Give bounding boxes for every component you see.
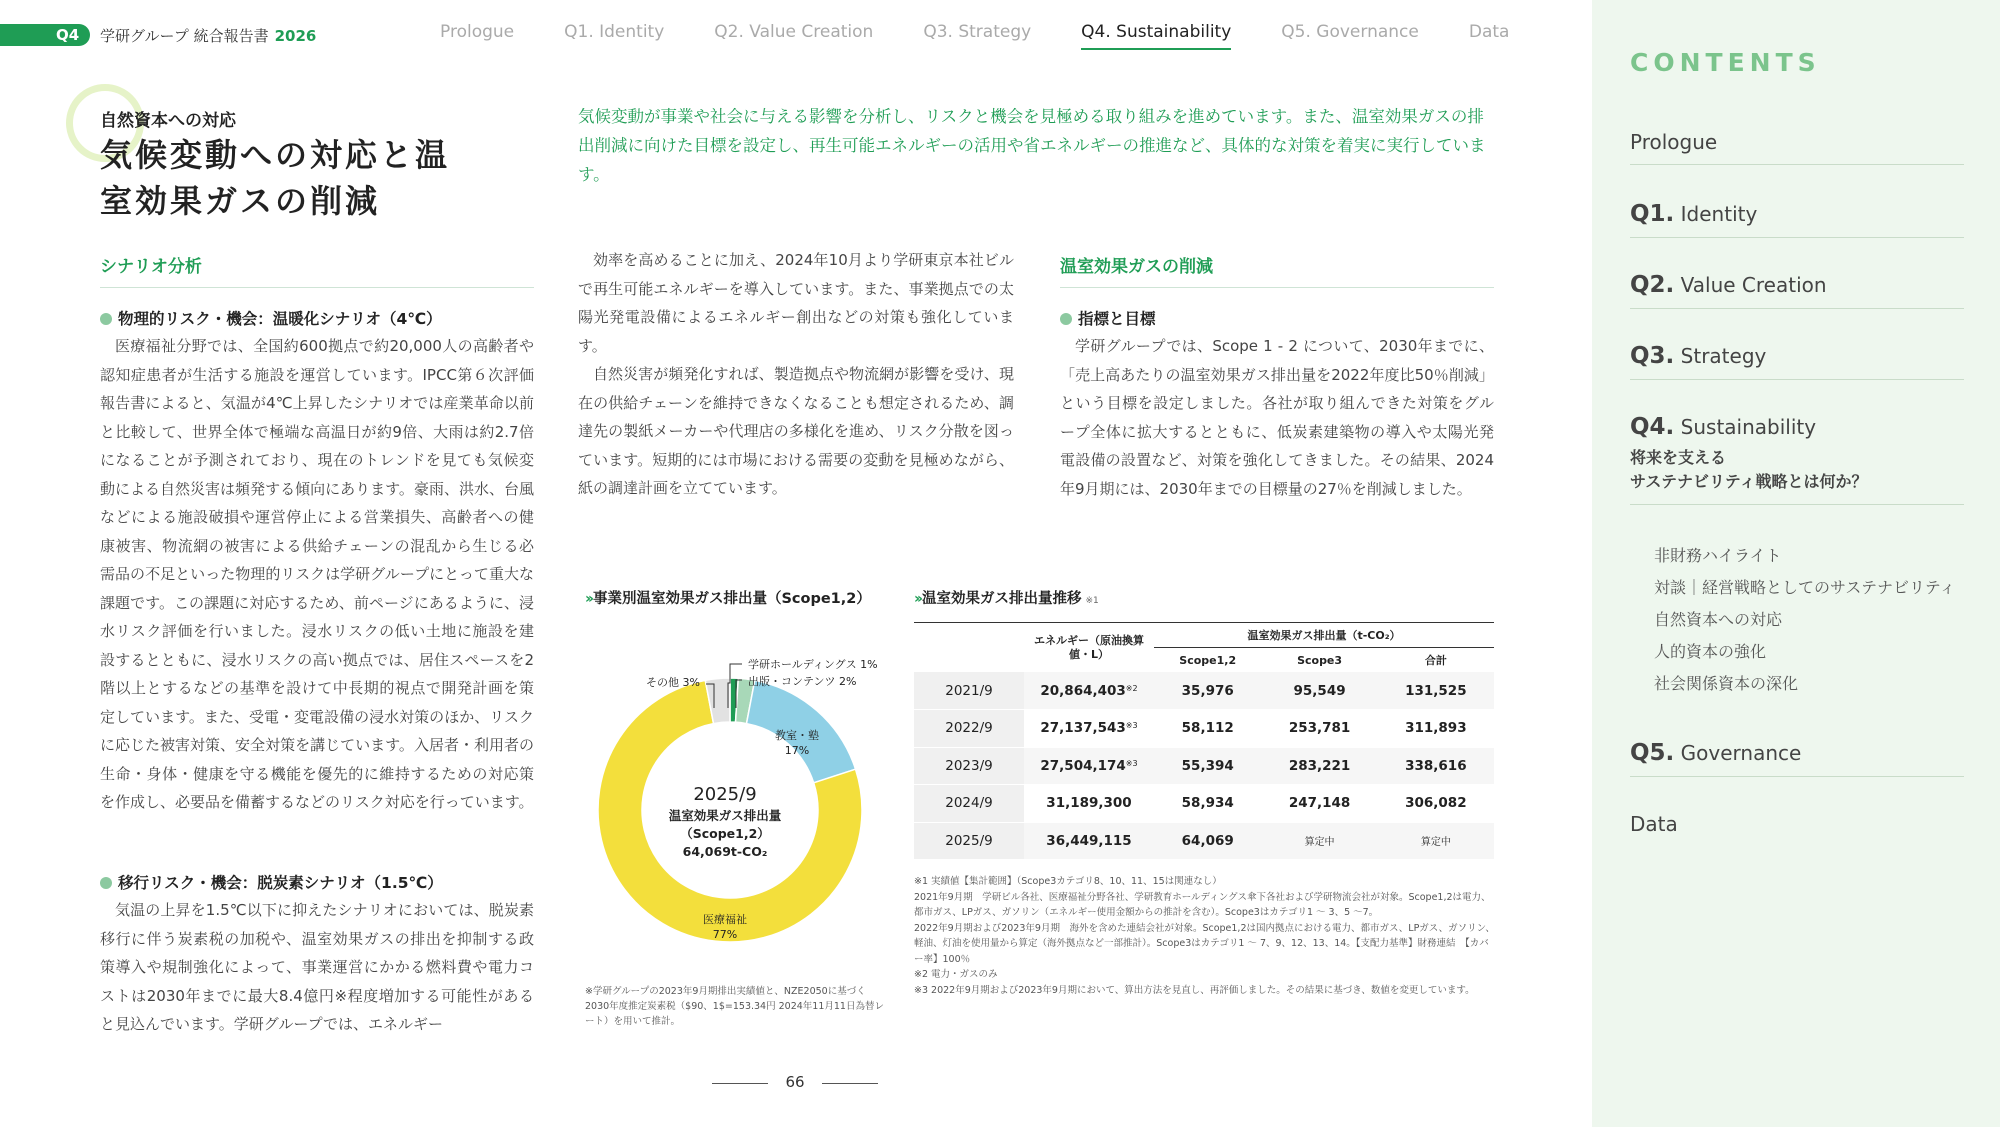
double-chevron-icon: ››: [585, 591, 591, 607]
cell-total: 338,616: [1378, 747, 1494, 785]
sidebar-subitem[interactable]: 非財務ハイライト: [1654, 546, 1782, 565]
middle-paragraph-2: 自然災害が頻発化すれば、製造拠点や物流網が影響を受け、現在の供給チェーンを維持できなくなることも想定されるため、調達先の製紙メーカーや代理店の多様化を進め、リスク分散を図っています。短期的には市場における需要の変動を見極めながら、紙の調達計画を立てています。: [578, 365, 1014, 497]
page-number: 66: [712, 1073, 878, 1091]
physical-text: 医療福祉分野では、全国約600拠点で約20,000人の高齢者や認知症患者が生活する施設を運営しています。IPCC第６次評価報告書によると、気温が4℃上昇したシナリオでは産業革命以前と比較して、世界全体で極端な高温日が約9倍、大雨は約2.7倍になることが予測されており、現在のトレンドを見ても気候変動による自然災害は頻発する傾向にあります。豪雨、洪水、台風などによる施設破損や運営停止による営業損失、高齢者への健康被害、物流網の被害による供給チェーンの混乱から生じる必需品の不足といった物理的リスクは学研グループにとって重大な課題です。この課題に対応するため、前ページにあるように、浸水リスク評価を行いました。浸水リスクの低い土地に施設を建設するとともに、浸水リスクの高い拠点では、居住スペースを2階以上とするなどの基準を設けて中長期的視点で開発計画を策定しています。また、受電・変電設備の浸水対策のほか、リスクに応じた被害対策、安全対策を講じています。入居者・利用者の生命・身体・健康を守る機能を優先的に維持するための対応策を作成し、必要品を備蓄するなどのリスク対応を行っています。: [100, 337, 534, 811]
nav-data[interactable]: Data: [1468, 22, 1510, 42]
table-row: [914, 822, 1494, 860]
section-kicker: 自然資本への対応: [100, 111, 236, 131]
donut-note: ※学研グループの2023年9月期排出実績値と、NZE2050に基づく2030年度推定炭素税（$90、1$=153.34円 2024年11月11日為替レート）を用いて推計。: [585, 986, 884, 1027]
table-row: [914, 747, 1494, 785]
note-line: ※3 2022年9月期および2023年9月期において、算出方法を見直し、再評価しました。その結果に基づき、数値を変更しています。: [914, 984, 1475, 996]
page-header: [0, 22, 1590, 48]
nav-q5[interactable]: Q5. Governance: [1281, 22, 1419, 42]
cell-year: 2022/9: [914, 710, 1024, 748]
label-other: その他 3%: [646, 676, 700, 689]
sidebar-subitem[interactable]: 社会関係資本の深化: [1654, 674, 1799, 693]
note-line: 2021年9月期 学研ビル各社、医療福祉分野各社、学研教育ホールディングス傘下各社および学研物流会社が対象。Scope1,2は電力、都市ガス、LPガス、ガソリン（エネルギー使用金額からの推計を含む）。Scope3はカテゴリ1 ～ 3、5 ～7。: [914, 891, 1491, 918]
contents-sidebar: [1592, 0, 2000, 1127]
table-row: [914, 672, 1494, 710]
sidebar-title: CONTENTS: [1630, 48, 1821, 77]
cell-energy: 31,189,300: [1024, 785, 1154, 823]
cell-year: 2023/9: [914, 747, 1024, 785]
label-medical: 医療福祉 77%: [703, 913, 747, 941]
cell-energy: 20,864,403$^{※2}$: [1024, 672, 1154, 710]
cell-energy: 36,449,115: [1024, 822, 1154, 860]
middle-paragraph-1: 効率を高めることに加え、2024年10月より学研東京本社ビルで再生可能エネルギーを導入しています。また、事業拠点での太陽光発電設備によるエネルギー創出などの対策も強化しています。: [578, 251, 1014, 355]
note-line: ※1 実績値【集計範囲】（Scope3カテゴリ8、10、11、15は関連なし）: [914, 876, 1222, 887]
cell-total: 131,525: [1378, 672, 1494, 710]
ghg-text: 学研グループでは、Scope 1 - 2 について、2030年までに、「売上高あたりの温室効果ガス排出量を2022年度比50％削減」という目標を設定しました。各社が取り組んできた対策をグループ全体に拡大するとともに、低炭素建築物の導入や太陽光発電設備の設置など、対策を強化してきました。その結果、2024年9月期には、2030年までの目標量の27％を削減しました。: [1060, 337, 1494, 498]
nav-prologue[interactable]: Prologue: [440, 22, 515, 42]
publication-title: 学研グループ 統合報告書 2026: [100, 27, 317, 45]
cell-energy: 27,137,543$^{※3}$: [1024, 710, 1154, 748]
double-chevron-icon: ››: [914, 591, 920, 607]
cell-scope12: 64,069: [1154, 822, 1261, 860]
cell-year: 2021/9: [914, 672, 1024, 710]
cell-scope12: 55,394: [1154, 747, 1261, 785]
cell-scope3: 95,549: [1261, 672, 1377, 710]
note-line: 2022年9月期および2023年9月期 海外を含めた連結会社が対象。Scope1,2は国内拠点における電力、都市ガス、LPガス、ガソリン、軽油、灯油を使用量から算定（海外拠点など一部推計）。Scope3はカテゴリ1 ～ 7、9、12、13、14。【支配力基準】財務連結 【カバー率】100％: [914, 922, 1495, 965]
transition-text: 気温の上昇を1.5℃以下に抑えたシナリオにおいては、脱炭素移行に伴う炭素税の加税や、温室効果ガスの排出を抑制する政策導入や規制強化によって、事業運営にかかる燃料費や電力コストは2030年までに最大8.4億円※程度増加する可能性があると見込んでいます。学研グループでは、エネルギー: [100, 901, 534, 1033]
note-line: ※2 電力・ガスのみ: [914, 969, 998, 980]
cell-scope3: 算定中: [1261, 822, 1377, 860]
bullet-icon: [100, 313, 112, 325]
table-header-blank: [914, 623, 1024, 673]
cell-scope12: 58,934: [1154, 785, 1261, 823]
sidebar-item-prologue[interactable]: Prologue: [1630, 130, 1964, 165]
target-heading: 指標と目標: [1060, 307, 1156, 329]
cell-total: 311,893: [1378, 710, 1494, 748]
nav-q2[interactable]: Q2. Value Creation: [714, 22, 874, 42]
cell-scope3: 253,781: [1261, 710, 1377, 748]
leader-line-holdings: [728, 664, 742, 708]
table-header-energy: エネルギー（原油換算値・L）: [1034, 633, 1144, 661]
cell-total: 算定中: [1378, 822, 1494, 860]
bullet-icon: [100, 877, 112, 889]
sidebar-item-q1[interactable]: Q1. Identity: [1630, 201, 1964, 238]
cell-year: 2024/9: [914, 785, 1024, 823]
label-juku: 教室・塾 17%: [775, 729, 819, 757]
table-row: [914, 710, 1494, 748]
transition-heading: 移行リスク・機会：脱炭素シナリオ（1.5℃）: [100, 871, 443, 893]
ghg-table: [914, 622, 1494, 860]
sidebar-subitem[interactable]: 自然資本への対応: [1654, 610, 1783, 629]
sidebar-item-q5[interactable]: Q5. Governance: [1630, 740, 1964, 777]
sidebar-item-data[interactable]: Data: [1630, 812, 1678, 836]
cell-scope12: 35,976: [1154, 672, 1261, 710]
cell-scope12: 58,112: [1154, 710, 1261, 748]
sidebar-subitem[interactable]: 対談｜経営戦略としてのサステナビリティ: [1654, 578, 1956, 597]
lead-text: 気候変動が事業や社会に与える影響を分析し、リスクと機会を見極める取り組みを進めています。また、温室効果ガスの排出削減に向けた目標を設定し、再生可能エネルギーの活用や省エネルギーの推進など、具体的な対策を着実に実行しています。: [578, 107, 1486, 184]
nav-q3[interactable]: Q3. Strategy: [923, 22, 1032, 42]
bullet-icon: [1060, 313, 1072, 325]
table-header-total: 合計: [1424, 654, 1447, 667]
leader-line-publishing: [736, 680, 742, 708]
table-header-ghg: 温室効果ガス排出量（t-CO₂）: [1154, 623, 1494, 648]
cell-year: 2025/9: [914, 822, 1024, 860]
physical-heading: 物理的リスク・機会：温暖化シナリオ（4℃）: [100, 307, 442, 329]
table-notes: [914, 874, 1496, 998]
top-nav: [440, 22, 1559, 50]
sidebar-q4-subtitle: 将来を支える サステナビリティ戦略とは何か？: [1630, 448, 1868, 491]
cell-energy: 27,504,174$^{※3}$: [1024, 747, 1154, 785]
ghg-heading: 温室効果ガスの削減: [1060, 252, 1494, 288]
sidebar-subitem[interactable]: 人的資本の強化: [1654, 642, 1767, 661]
nav-q1[interactable]: Q1. Identity: [564, 22, 665, 42]
nav-q4[interactable]: Q4. Sustainability: [1081, 22, 1231, 50]
cell-scope3: 283,221: [1261, 747, 1377, 785]
section-tag: Q4: [0, 24, 90, 46]
label-publishing: 出版・コンテンツ 2%: [748, 675, 857, 688]
label-holdings: 学研ホールディングス 1%: [748, 658, 878, 671]
donut-center-label: 2025/9 温室効果ガス排出量 （Scope1,2） 64,069t-CO₂: [668, 784, 782, 859]
table-header-scope12: Scope1,2: [1179, 653, 1237, 667]
cell-scope3: 247,148: [1261, 785, 1377, 823]
donut-chart-title: ›› 事業別温室効果ガス排出量（Scope1,2）: [585, 591, 871, 607]
scenario-heading: シナリオ分析: [100, 252, 534, 288]
page-title: 気候変動への対応と温室効果ガスの削減: [100, 136, 451, 220]
leader-line-other: [706, 684, 714, 708]
table-header-scope3: Scope3: [1297, 653, 1343, 667]
sidebar-item-q2[interactable]: Q2. Value Creation: [1630, 272, 1964, 309]
cell-total: 306,082: [1378, 785, 1494, 823]
sidebar-item-q3[interactable]: Q3. Strategy: [1630, 343, 1964, 380]
table-row: [914, 785, 1494, 823]
table-title: ›› 温室効果ガス排出量推移 ※1: [914, 591, 1099, 607]
sidebar-item-q4[interactable]: Q4. Sustainability 将来を支える サステナビリティ戦略とは何か？: [1630, 414, 1964, 505]
